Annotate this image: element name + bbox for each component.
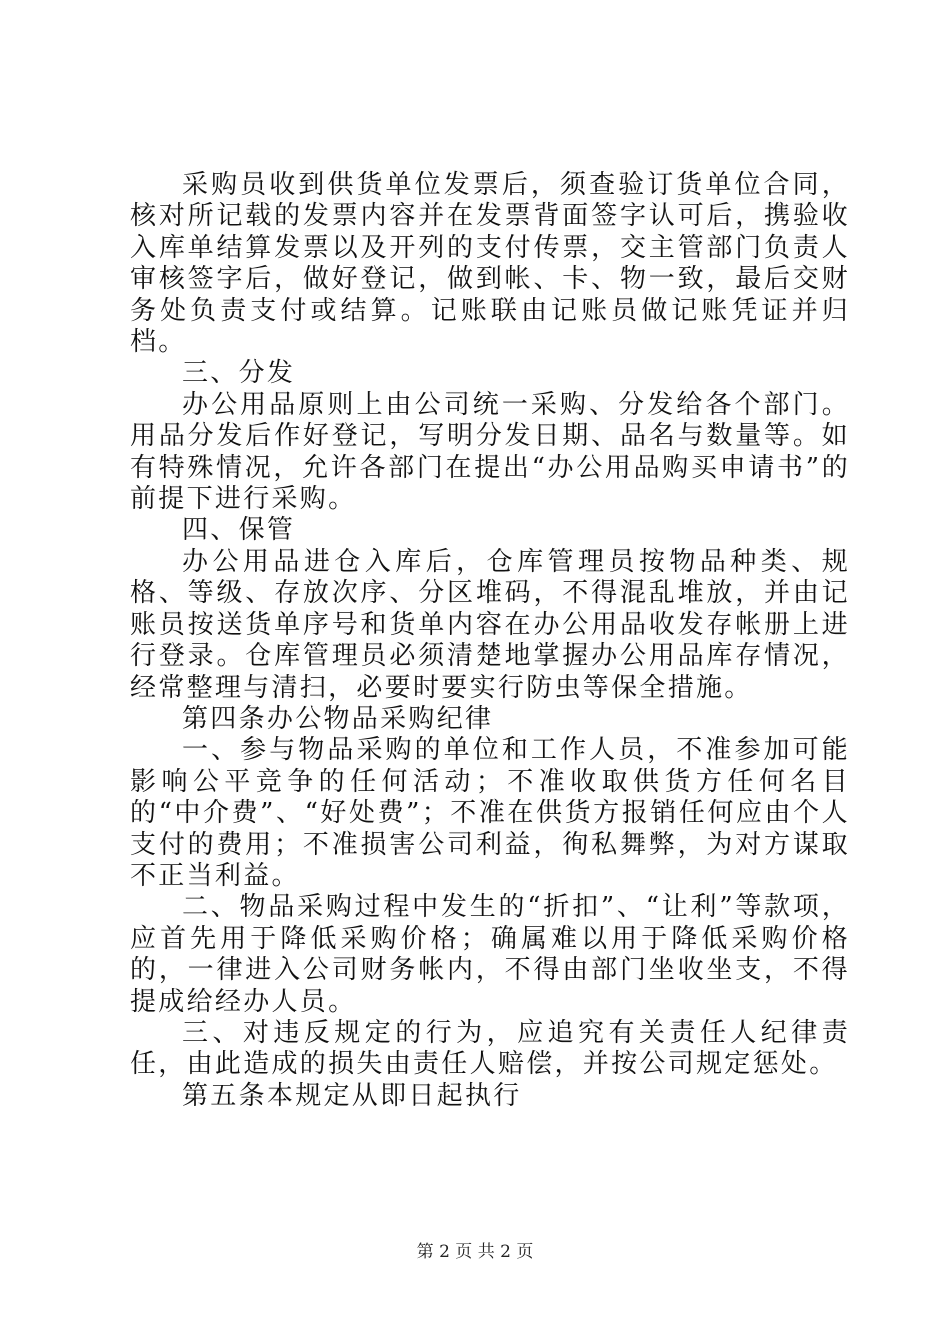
paragraph-discipline-1: 一、参与物品采购的单位和工作人员，不准参加可能影响公平竞争的任何活动；不准收取供货方任何名目的“中介费”、“好处费”；不准在供货方报销任何应由个人支付的费用；不准损害公司利益，徇私舞弊，为对方谋取不正当利益。 [130, 735, 850, 891]
section-heading-distribution: 三、分发 [182, 358, 296, 389]
paragraph-distribution: 办公用品原则上由公司统一采购、分发给各个部门。用品分发后作好登记，写明分发日期、品名与数量等。如有特殊情况，允许各部门在提出“办公用品购买申请书”的前提下进行采购。 [130, 389, 850, 515]
article-heading-discipline: 第四条办公物品采购纪律 [182, 703, 494, 734]
paragraph-discipline-3: 三、对违反规定的行为，应追究有关责任人纪律责任，由此造成的损失由责任人赔偿，并按公司规定惩处。 [130, 1017, 850, 1080]
paragraph-storage: 办公用品进仓入库后，仓库管理员按物品种类、规格、等级、存放次序、分区堆码，不得混乱堆放，并由记账员按送货单序号和货单内容在办公用品收发存帐册上进行登录。仓库管理员必须清楚地掌握办公用品库存情况，经常整理与清扫，必要时要实行防虫等保全措施。 [130, 546, 850, 703]
paragraph-invoice-verification: 采购员收到供货单位发票后，须查验订货单位合同，核对所记载的发票内容并在发票背面签字认可后，携验收入库单结算发票以及开列的支付传票，交主管部门负责人审核签字后，做好登记，做到帐、卡、物一致，最后交财务处负责支付或结算。记账联由记账员做记账凭证并归档。 [130, 170, 850, 358]
article-effective-date: 第五条本规定从即日起执行 [182, 1080, 522, 1111]
document-body [130, 170, 850, 1112]
section-heading-storage: 四、保管 [182, 515, 296, 546]
page-number-footer: 第 2 页 共 2 页 [416, 1242, 534, 1262]
paragraph-discipline-2: 二、物品采购过程中发生的“折扣”、“让利”等款项，应首先用于降低采购价格；确属难以用于降低采购价格的，一律进入公司财务帐内，不得由部门坐收坐支，不得提成给经办人员。 [130, 892, 850, 1017]
